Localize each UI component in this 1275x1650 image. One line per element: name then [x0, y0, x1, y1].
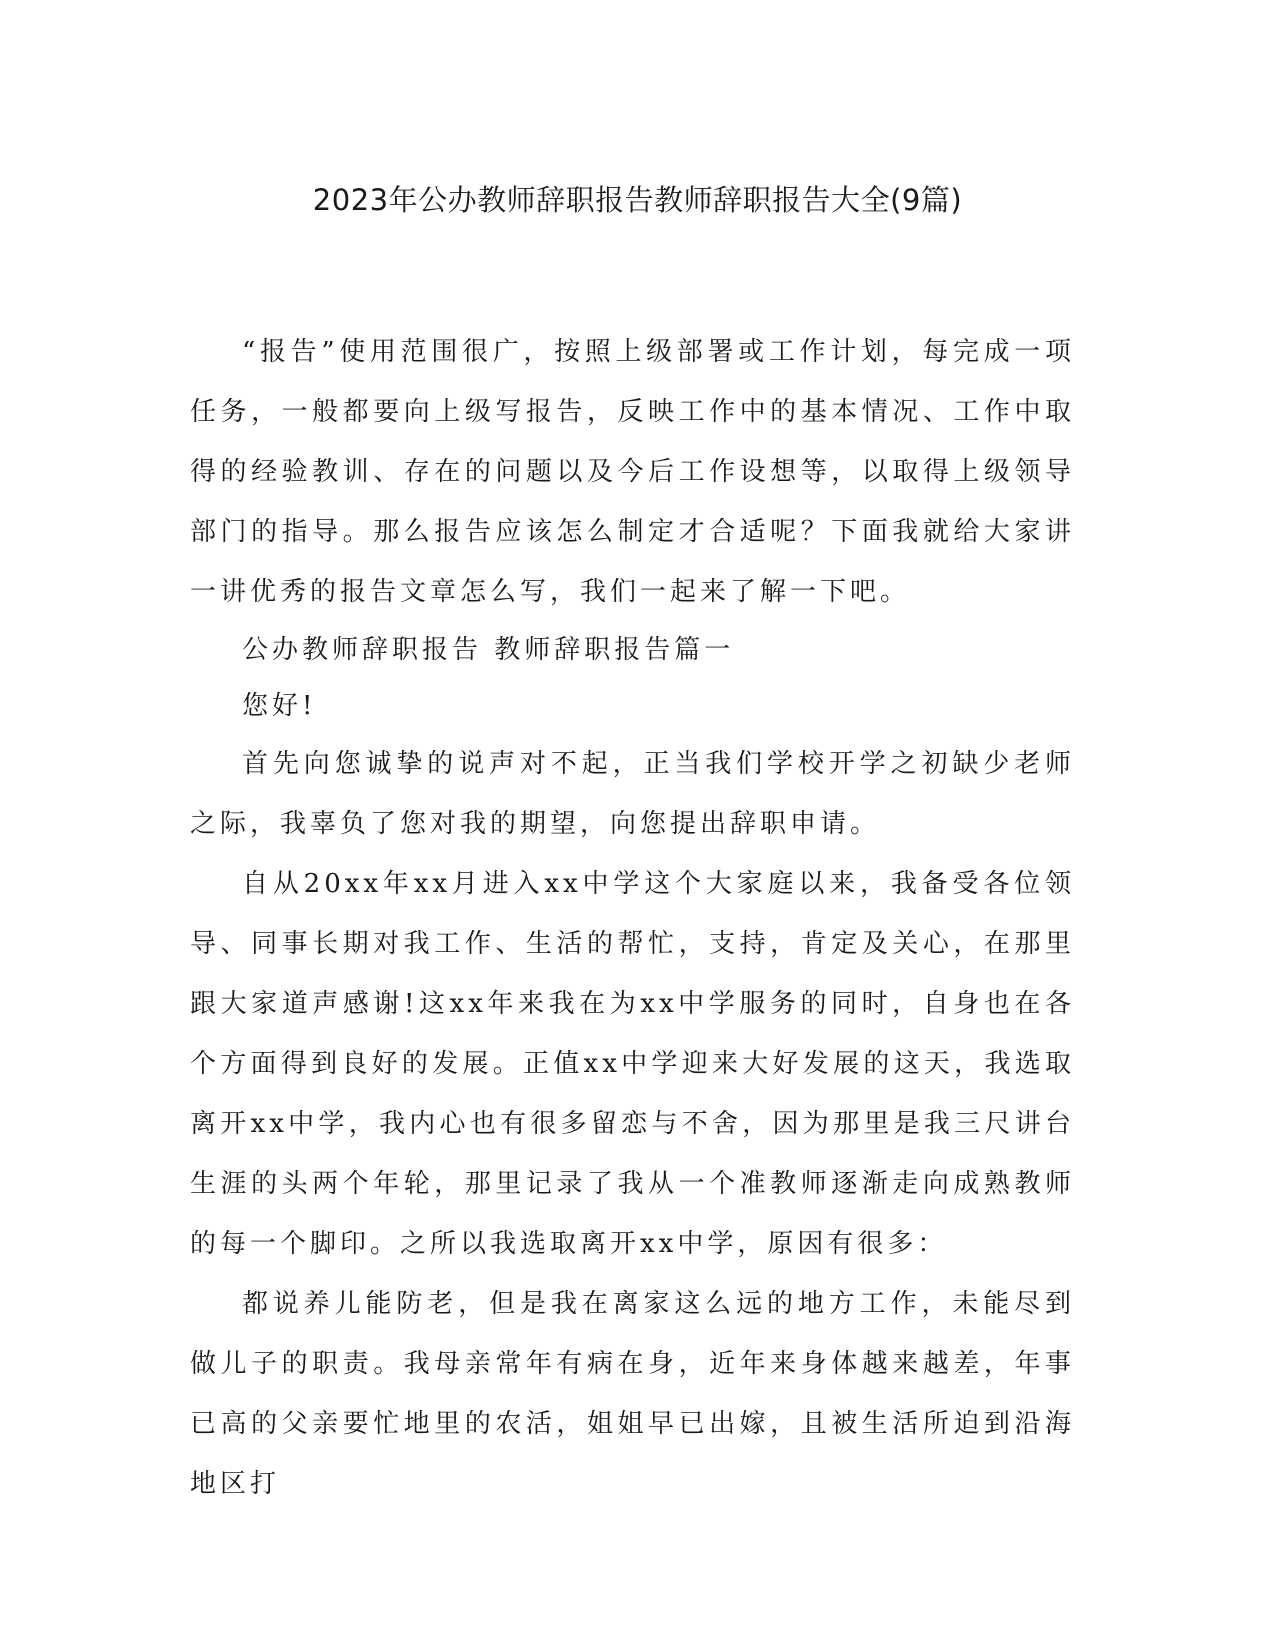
intro-paragraph: “报告”使用范围很广，按照上级部署或工作计划，每完成一项任务，一般都要向上级写报告，反映工作中的基本情况、工作中取得的经验教训、存在的问题以及今后工作设想等，以取得上级领导部门的指导。那么报告应该怎么制定才合适呢？下面我就给大家讲一讲优秀的报告文章怎么写，我们一起来了解一下吧。 [190, 337, 1075, 607]
body-paragraph: 自从20xx年xx月进入xx中学这个大家庭以来，我备受各位领导、同事长期对我工作、生活的帮忙，支持，肯定及关心，在那里跟大家道声感谢!这xx年来我在为xx中学服务的同时，自身也在各个方面得到良好的发展。正值xx中学迎来大好发展的这天，我选取离开xx中学，我内心也有很多留恋与不舍，因为那里是我三尺讲台生涯的头两个年轮，那里记录了我从一个准教师逐渐走向成熟教师的每一个脚印。之所以我选取离开xx中学，原因有很多： [190, 869, 1075, 1259]
section-heading: 公办教师辞职报告 教师辞职报告篇一 [242, 635, 735, 665]
document-title: 2023年公办教师辞职报告教师辞职报告大全(9篇) [312, 183, 963, 217]
body-paragraph: 都说养儿能防老，但是我在离家这么远的地方工作，未能尽到做儿子的职责。我母亲常年有病在身，近年来身体越来越差，年事已高的父亲要忙地里的农活，姐姐早已出嫁，且被生活所迫到沿海地区打 [190, 1289, 1075, 1499]
body-paragraph: 首先向您诚挚的说声对不起，正当我们学校开学之初缺少老师之际，我辜负了您对我的期望，向您提出辞职申请。 [190, 749, 1075, 839]
document-body [190, 322, 1075, 1514]
salutation: 您好! [242, 691, 317, 721]
